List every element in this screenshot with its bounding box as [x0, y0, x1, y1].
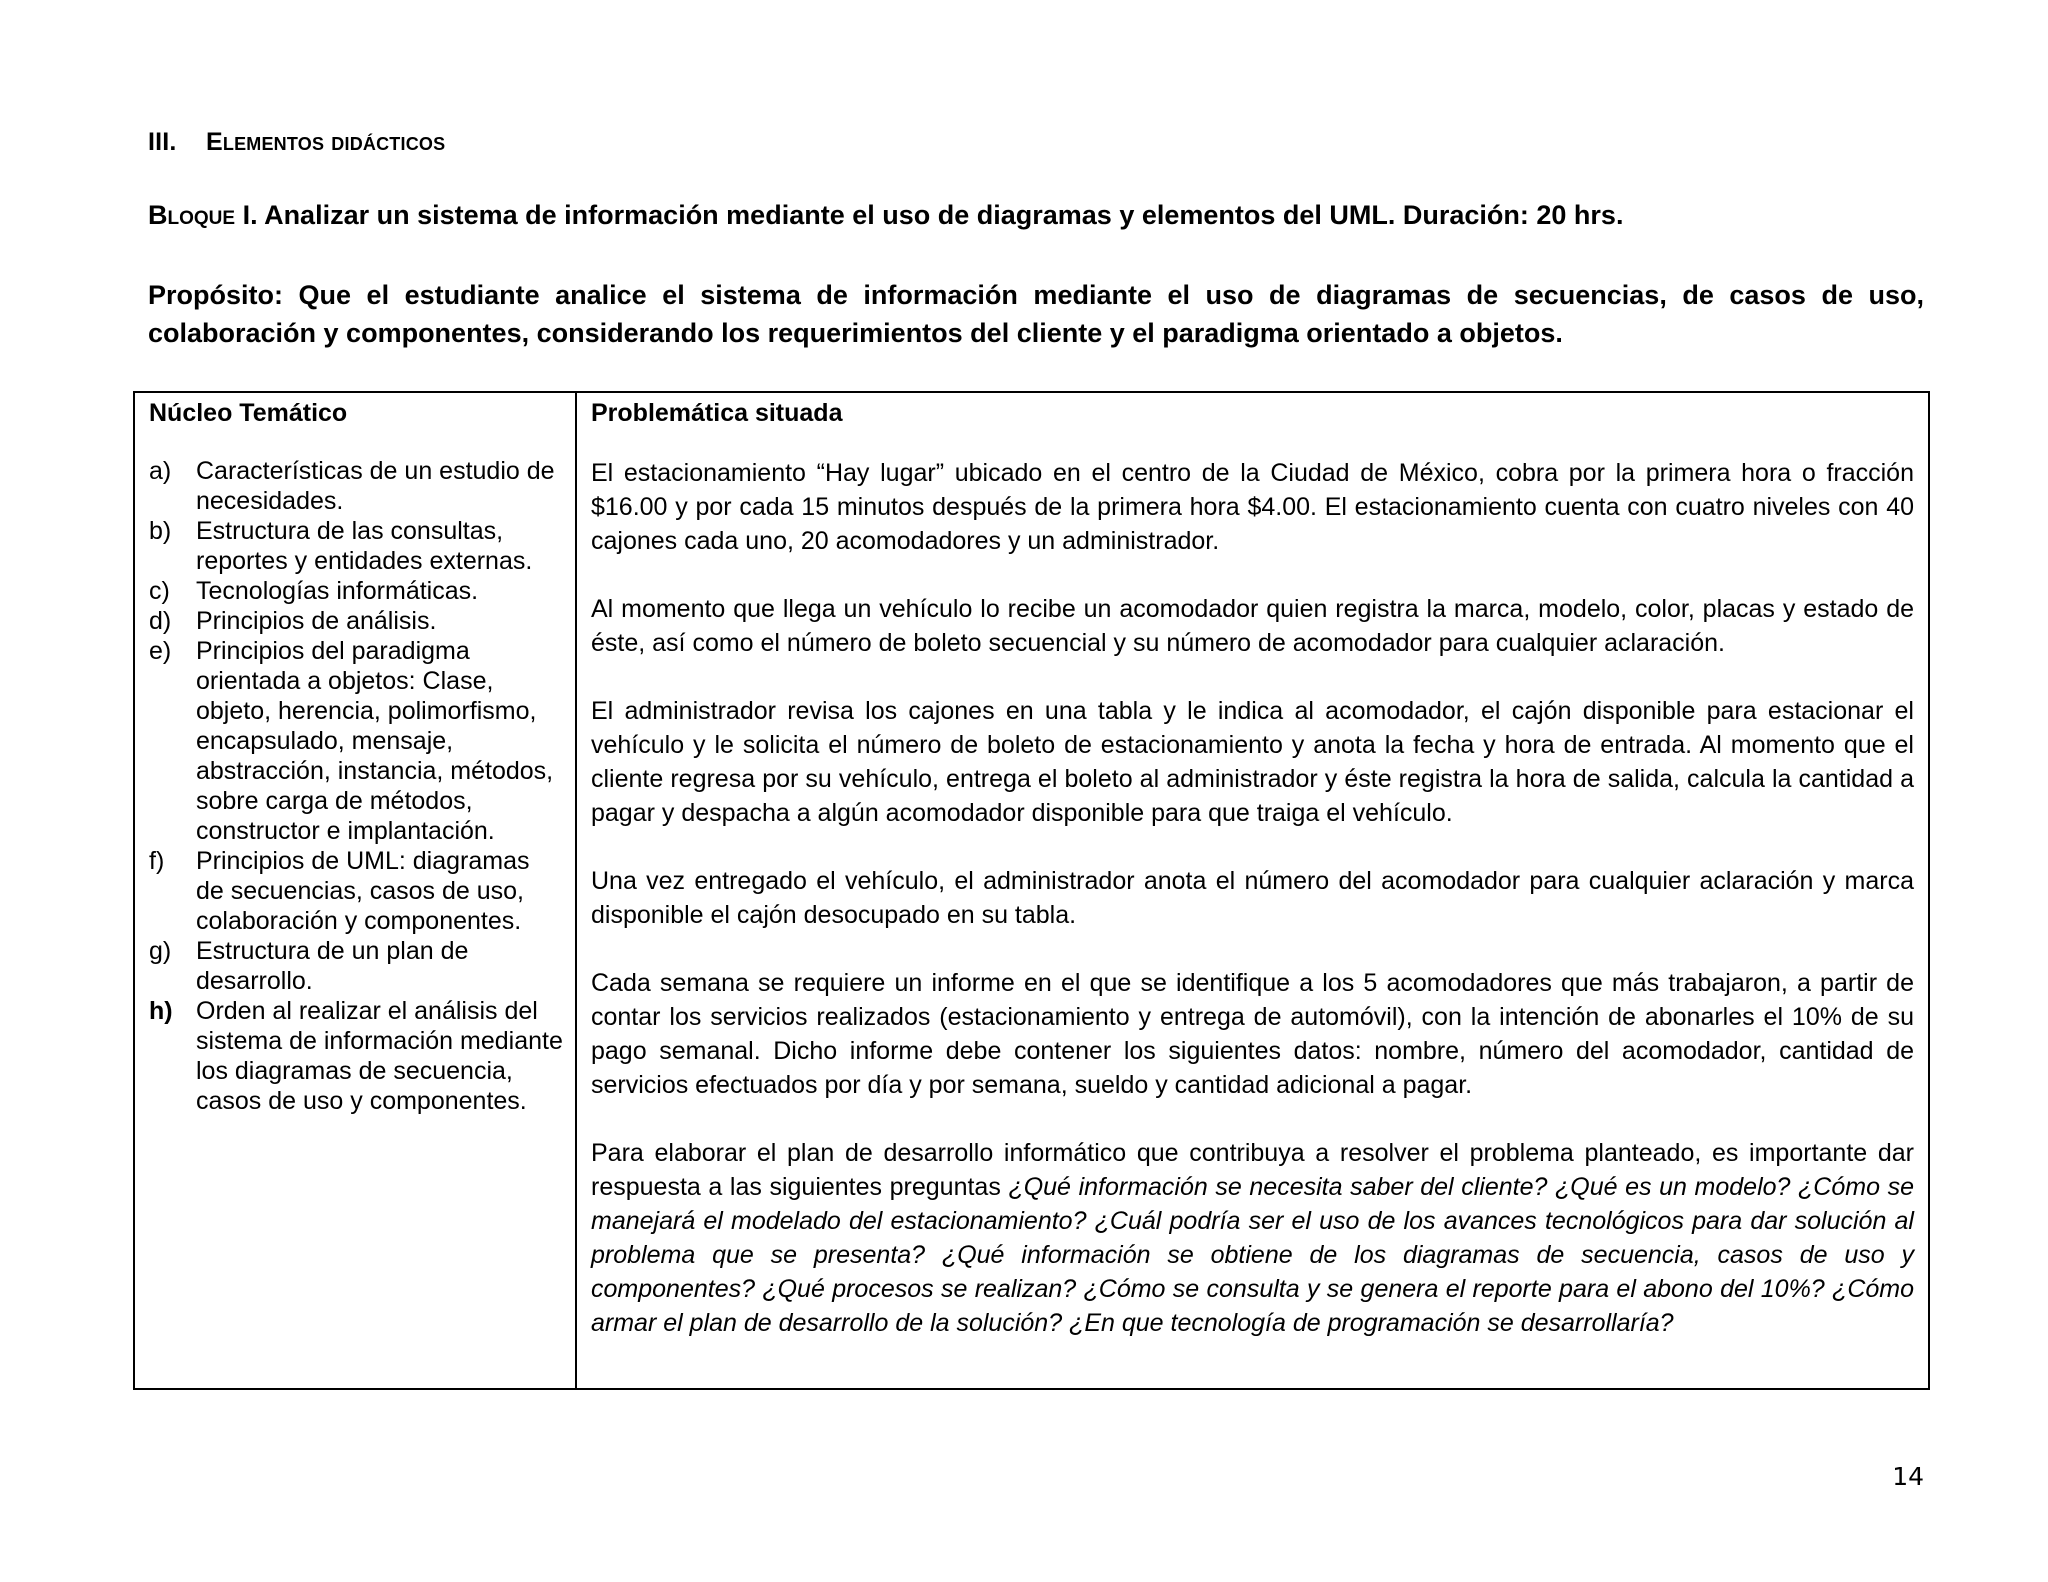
list-marker: g) [149, 937, 172, 965]
list-item [149, 846, 563, 936]
list-marker: b) [149, 517, 172, 545]
paragraph: Cada semana se requiere un informe en el que se identifique a los 5 acomodadores que más trabajaron, a partir de contar los servicios realizados (estacionamiento y entrega de automóvil), con la intención de abonarles el 10% de su pago semanal. Dicho informe debe contener los siguientes datos: nombre, número del acomodador, cantidad de servicios efectuados por día y por semana, sueldo y cantidad adicional a pagar. [591, 969, 1914, 1099]
topic-list [149, 456, 563, 1116]
table-row [134, 392, 1929, 1389]
section-number: III. [148, 128, 177, 156]
problematica-cell [576, 392, 1929, 1389]
bloque-heading [148, 200, 1623, 231]
list-item [149, 606, 563, 636]
list-item [149, 456, 563, 516]
list-marker: h) [149, 997, 173, 1025]
paragraph: El estacionamiento “Hay lugar” ubicado en el centro de la Ciudad de México, cobra por la primera hora o fracción $16.00 y por cada 15 minutos después de la primera hora $4.00. El estacionamiento cuenta con cuatro niveles con 40 cajones cada uno, 20 acomodadores y un administrador. [591, 459, 1914, 555]
questions-intro: Para elaborar el plan de desarrollo informático que contribuya a resolver el problema planteado, es importante dar respuesta a las siguientes preguntas [591, 1139, 1914, 1201]
content-table [133, 391, 1930, 1390]
list-marker: d) [149, 607, 172, 635]
list-marker: f) [149, 847, 165, 875]
problematica-header: Problemática situada [591, 399, 843, 427]
list-item-text: Principios de UML: diagramas de secuencias, casos de uso, colaboración y componentes. [196, 847, 530, 935]
paragraph: El administrador revisa los cajones en una tabla y le indica al acomodador, el cajón disponible para estacionar el vehículo y le solicita el número de boleto de estacionamiento y anota la fecha y hora de entrada. Al momento que el cliente regresa por su vehículo, entrega el boleto al administrador y éste registra la hora de salida, calcula la cantidad a pagar y despacha a algún acomodador disponible para que traiga el vehículo. [591, 697, 1914, 827]
paragraph: Una vez entregado el vehículo, el administrador anota el número del acomodador para cualquier aclaración y marca disponible el cajón desocupado en su tabla. [591, 867, 1914, 929]
page-number: 14 [1892, 1462, 1924, 1491]
list-item [149, 936, 563, 996]
questions-paragraph [591, 1136, 1914, 1340]
list-item-text: Orden al realizar el análisis del sistema de información mediante los diagramas de secuencia, casos de uso y componentes. [196, 997, 563, 1115]
nucleo-tematico-cell [134, 392, 576, 1389]
bloque-label: Bloque [148, 200, 236, 230]
proposito-text: Propósito: Que el estudiante analice el sistema de información mediante el uso de diagramas de secuencias, de casos de uso, colaboración y componentes, considerando los requerimientos del cliente y el paradigma orientado a objetos. [148, 280, 1924, 348]
paragraph: Al momento que llega un vehículo lo recibe un acomodador quien registra la marca, modelo, color, placas y estado de éste, así como el número de boleto secuencial y su número de acomodador para cualquier aclaración. [591, 595, 1914, 657]
section-heading [148, 128, 445, 157]
nucleo-tematico-header: Núcleo Temático [149, 399, 348, 427]
questions-list: ¿Qué información se necesita saber del cliente? ¿Qué es un modelo? ¿Cómo se manejará el modelado del estacionamiento? ¿Cuál podría ser el uso de los avances tecnológicos para dar solución al problema que se presenta? ¿Qué información se obtiene de los diagramas de secuencia, casos de uso y componentes? ¿Qué procesos se realizan? ¿Cómo se consulta y se genera el reporte para el abono del 10%? ¿Cómo armar el plan de desarrollo de la solución? ¿En que tecnología de programación se desarrollaría? [591, 1173, 1914, 1337]
list-item-text: Estructura de un plan de desarrollo. [196, 937, 469, 995]
list-item [149, 576, 563, 606]
list-item-text: Tecnologías informáticas. [196, 577, 479, 605]
list-item [149, 996, 563, 1116]
list-item [149, 516, 563, 576]
list-marker: e) [149, 637, 172, 665]
list-marker: a) [149, 457, 172, 485]
list-item-text: Características de un estudio de necesidades. [196, 457, 555, 515]
list-item [149, 636, 563, 846]
bloque-text: I. Analizar un sistema de información mediante el uso de diagramas y elementos del UML. Duración: 20 hrs. [235, 200, 1624, 230]
section-title: Elementos didácticos [206, 128, 446, 156]
list-marker: c) [149, 577, 170, 605]
list-item-text: Principios del paradigma orientada a objetos: Clase, objeto, herencia, polimorfismo, encapsulado, mensaje, abstracción, instancia, métodos, sobre carga de métodos, constructor e implantación. [196, 637, 554, 845]
list-item-text: Principios de análisis. [196, 607, 437, 635]
list-item-text: Estructura de las consultas, reportes y entidades externas. [196, 517, 533, 575]
